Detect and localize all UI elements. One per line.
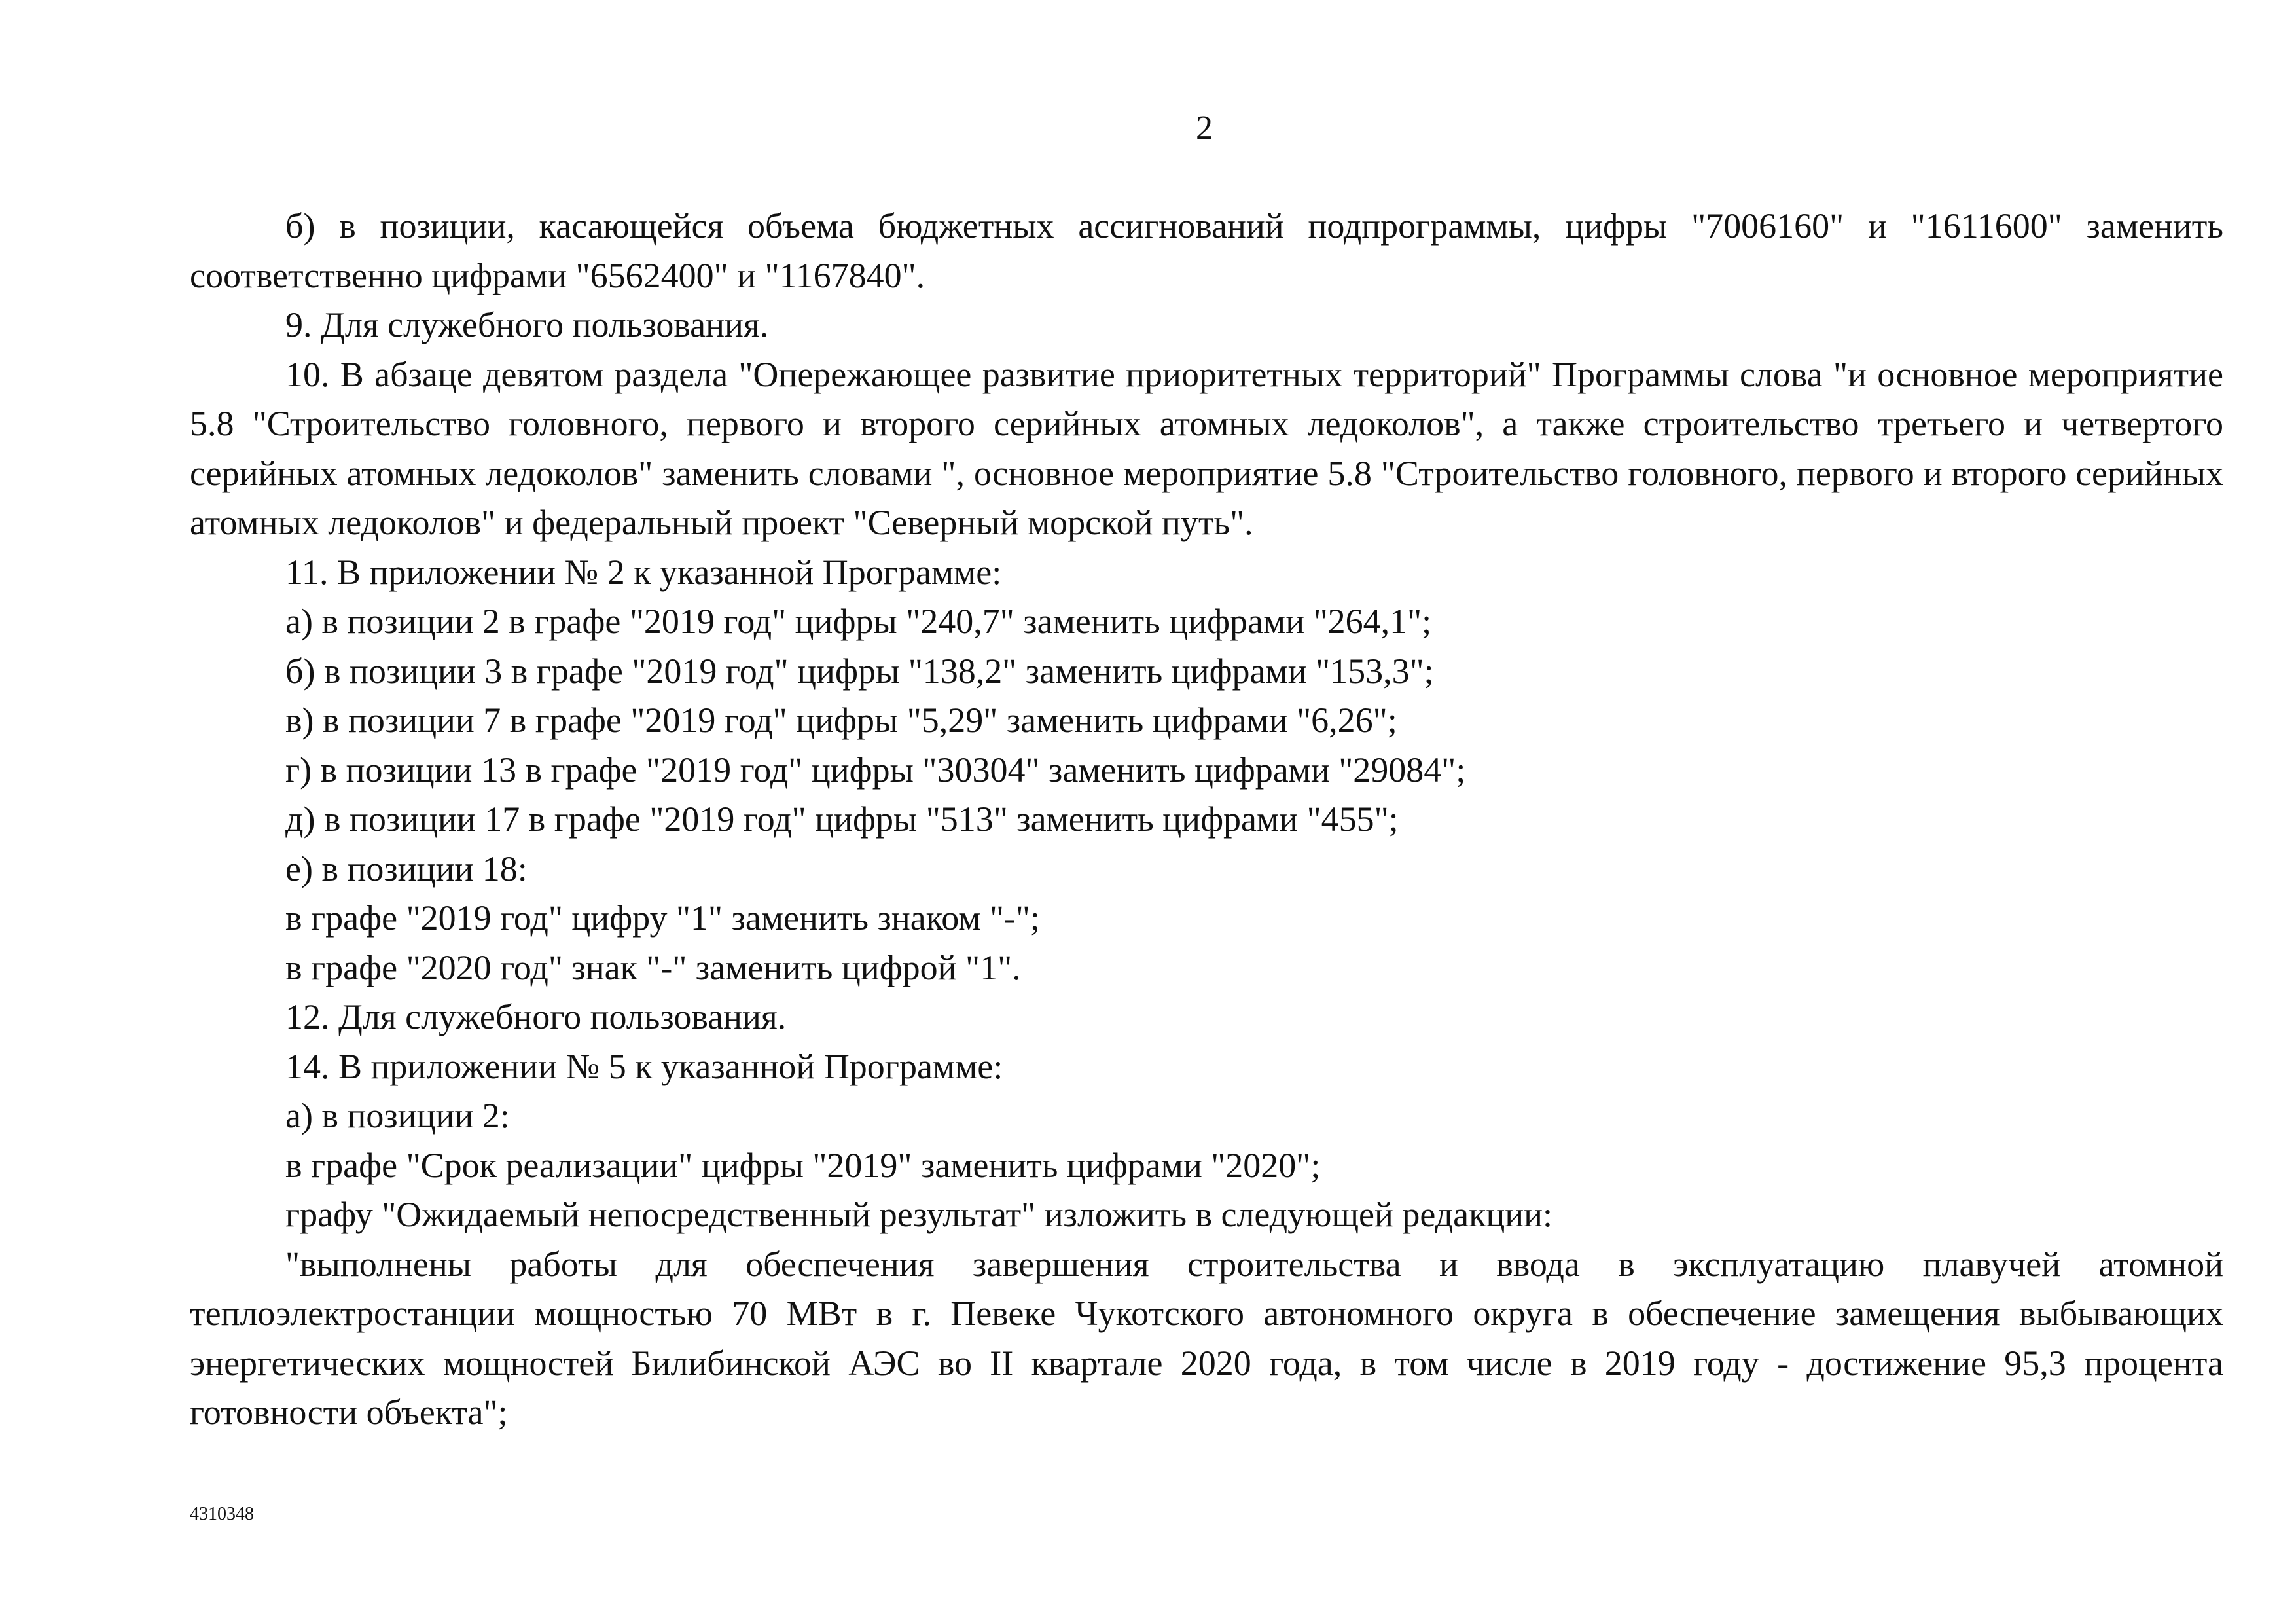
paragraph-item-14a-quote: "выполнены работы для обеспечения завершения строительства и ввода в эксплуатацию плавучей атомной теплоэлектростанции мощностью 70 МВт в г. Певеке Чукотского автономного округа в обеспечение замещения выбывающих энергетических мощностей Билибинской АЭС во II квартале 2020 года, в том числе в 2019 году - достижение 95,3 процента готовности объекта"; <box>190 1244 2223 1432</box>
paragraph-item-11a: а) в позиции 2 в графе "2019 год" цифры "240,7" заменить цифрами "264,1"; <box>285 602 1432 641</box>
paragraph-item-11: 11. В приложении № 2 к указанной Программе: <box>285 552 1002 592</box>
paragraph-item-10: 10. В абзаце девятом раздела "Опережающее развитие приоритетных территорий" Программы слова "и основное мероприятие 5.8 "Строительство головного, первого и второго серийных атомных ледоколов", а также строительство третьего и четвертого серийных атомных ледоколов" заменить словами ", основное мероприятие 5.8 "Строительство головного, первого и второго серийных атомных ледоколов" и федеральный проект "Северный морской путь". <box>190 354 2223 542</box>
paragraph-item-11e-2020: в графе "2020 год" знак "-" заменить цифрой "1". <box>285 947 1021 987</box>
paragraph-item-12: 12. Для служебного пользования. <box>285 997 787 1036</box>
paragraph-item-11v: в) в позиции 7 в графе "2019 год" цифры "5,29" заменить цифрами "6,26"; <box>285 701 1397 740</box>
page-number: 2 <box>1196 109 1213 147</box>
paragraph-item-14a-result: графу "Ожидаемый непосредственный результат" изложить в следующей редакции: <box>285 1195 1553 1234</box>
paragraph-item-14a-term: в графе "Срок реализации" цифры "2019" заменить цифрами "2020"; <box>285 1145 1321 1185</box>
paragraph-item-11e: е) в позиции 18: <box>285 848 528 888</box>
document-body <box>190 202 2223 1438</box>
paragraph-item-11e-2019: в графе "2019 год" цифру "1" заменить знаком "-"; <box>285 898 1040 938</box>
paragraph-item-11b: б) в позиции 3 в графе "2019 год" цифры "138,2" заменить цифрами "153,3"; <box>285 651 1434 691</box>
paragraph-item-11d: д) в позиции 17 в графе "2019 год" цифры "513" заменить цифрами "455"; <box>285 799 1399 839</box>
paragraph-item-11g: г) в позиции 13 в графе "2019 год" цифры "30304" заменить цифрами "29084"; <box>285 750 1466 790</box>
paragraph-item-14: 14. В приложении № 5 к указанной Программе: <box>285 1046 1003 1086</box>
paragraph-budget-allocations: б) в позиции, касающейся объема бюджетных ассигнований подпрограммы, цифры "7006160" и "1611600" заменить соответственно цифрами "6562400" и "1167840". <box>190 206 2223 295</box>
paragraph-item-14a: а) в позиции 2: <box>285 1096 510 1135</box>
document-code: 4310348 <box>190 1504 254 1524</box>
paragraph-item-9: 9. Для служебного пользования. <box>285 305 769 344</box>
